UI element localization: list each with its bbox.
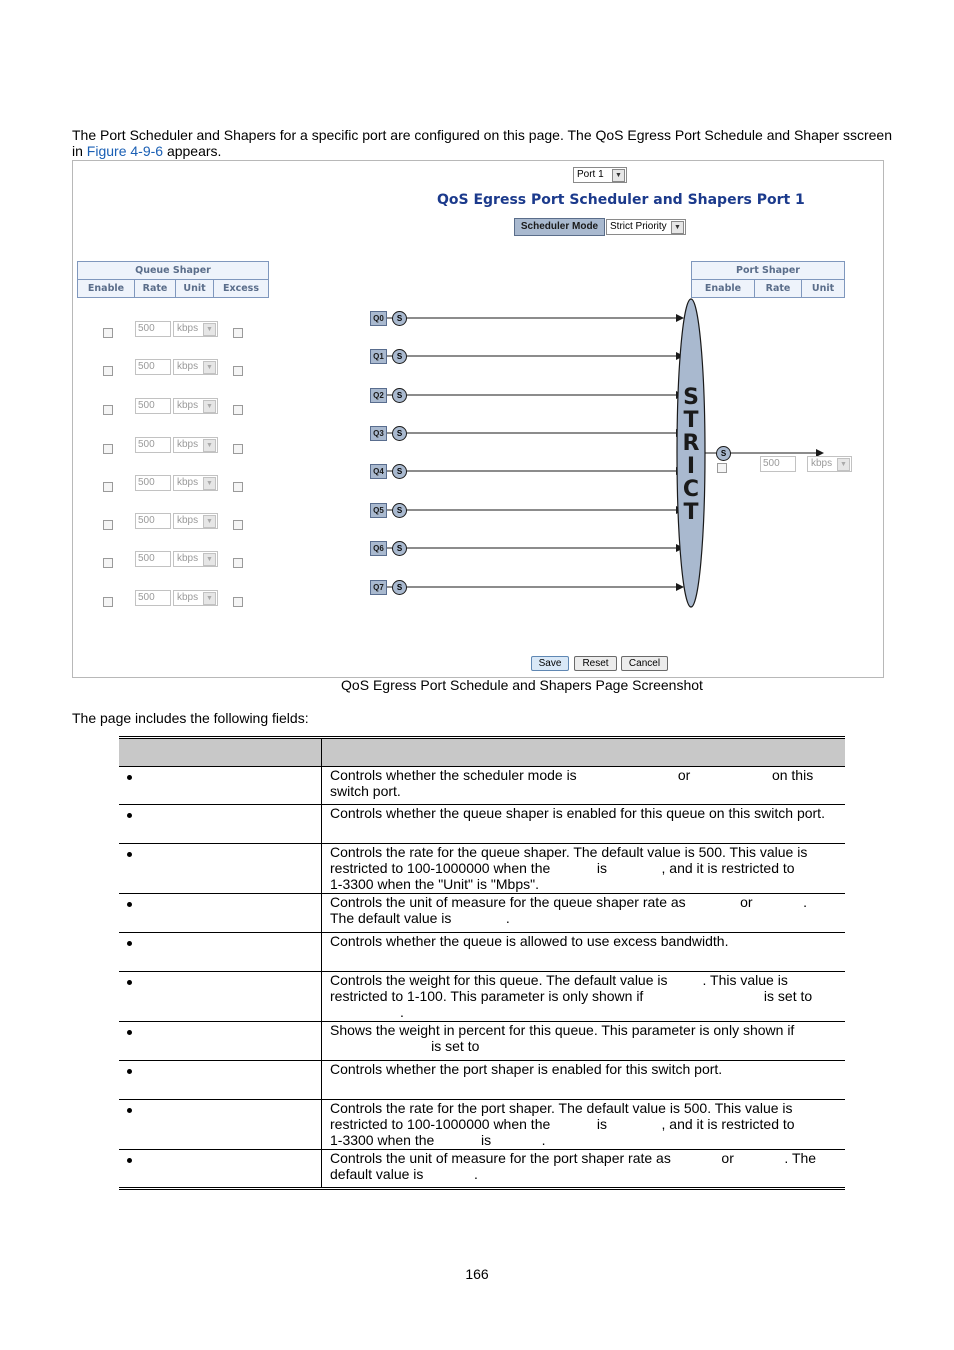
queue-shaper-unit-value: kbps [177,477,199,488]
bullet-icon [127,852,132,857]
queue-shaper-symbol: S [392,503,407,518]
table-header-row [119,738,845,767]
reset-button[interactable]: Reset [574,656,617,671]
queue-shaper-unit-value: kbps [177,361,199,372]
intro-paragraph [72,127,892,159]
chevron-down-icon: ▼ [203,400,216,413]
port-shaper-title: Port Shaper [692,262,845,280]
table-row [119,1150,845,1189]
chevron-down-icon: ▼ [837,458,850,471]
chevron-down-icon: ▼ [203,439,216,452]
fields-intro: The page includes the following fields: [72,710,309,726]
queue-label-q1: Q1 [370,349,387,364]
queue-arrows [386,318,683,587]
queue-shaper-symbol: S [392,311,407,326]
queue-label-q6: Q6 [370,541,387,556]
table-row [119,1022,845,1061]
queue-shaper-rate-input[interactable]: 500 [135,590,171,606]
bullet-icon [127,980,132,985]
description-line: Controls the rate for the queue shaper. The default value is 500. This value is [330,844,808,860]
bullet-icon [127,813,132,818]
description-line: default value is . [330,1166,478,1182]
table-row [119,894,845,933]
bullet-icon [127,1108,132,1113]
fields-table [119,736,845,1190]
queue-label-q7: Q7 [370,580,387,595]
description-line: Controls whether the queue shaper is enabled for this queue on this switch port. [330,805,825,821]
queue-shaper-rate-input[interactable]: 500 [135,551,171,567]
chevron-down-icon: ▼ [203,361,216,374]
port-shaper-unit-select[interactable] [807,456,852,472]
description-cell [322,1061,846,1100]
strict-letter: T [683,500,699,525]
queue-label-q5: Q5 [370,503,387,518]
description-line: 1-3300 when the "Unit" is "Mbps". [330,876,539,892]
description-line: Controls the unit of measure for the queue shaper rate as or . [330,894,808,910]
intro-text-end: appears. [163,143,222,159]
chevron-down-icon: ▼ [203,477,216,490]
object-cell [119,1022,322,1061]
description-line: restricted to 100-1000000 when the is , and it is restricted to [330,860,795,876]
queue-shaper-rate-input[interactable]: 500 [135,398,171,414]
queue-shaper-rate-input[interactable]: 500 [135,359,171,375]
queue-shaper-symbol: S [392,426,407,441]
bullet-icon [127,902,132,907]
queue-shaper-unit-value: kbps [177,323,199,334]
scheduler-mode-label: Scheduler Mode [514,218,605,236]
chevron-down-icon: ▼ [671,221,684,234]
chevron-down-icon: ▼ [203,592,216,605]
queue-shaper-symbol: S [392,388,407,403]
queue-shaper-symbol: S [392,541,407,556]
strict-letter: S [683,385,699,410]
intro-text: The Port Scheduler and Shapers for a specific port are configured on this page. The QoS Egress Port Schedule and Shaper sscreen in [72,127,892,159]
table-row [119,1061,845,1100]
queue-shaper-unit-value: kbps [177,515,199,526]
port-shaper-unit-value: kbps [811,458,833,469]
queue-label-q2: Q2 [370,388,387,403]
chevron-down-icon: ▼ [203,323,216,336]
description-line: . [330,1004,404,1020]
port-shaper-enable-checkbox[interactable] [717,463,727,473]
object-cell [119,1150,322,1189]
description-line: Controls the rate for the port shaper. The default value is 500. This value is [330,1100,793,1116]
col-unit: Unit [176,280,214,298]
col-rate: Rate [755,280,802,298]
strict-label [683,385,700,525]
table-row [119,767,845,805]
bullet-icon [127,1030,132,1035]
object-cell [119,767,322,805]
object-cell [119,1100,322,1150]
description-line: The default value is . [330,910,510,926]
chevron-down-icon: ▼ [612,169,625,182]
description-cell [322,1022,846,1061]
object-cell [119,844,322,894]
save-button[interactable]: Save [531,656,569,671]
queue-shaper-rate-input[interactable]: 500 [135,513,171,529]
col-enable: Enable [78,280,135,298]
description-cell [322,805,846,844]
queue-shaper-unit-value: kbps [177,553,199,564]
table-row [119,1100,845,1150]
queue-shaper-unit-value: kbps [177,400,199,411]
object-cell [119,972,322,1022]
queue-shaper-symbol: S [392,580,407,595]
col-rate: Rate [135,280,176,298]
description-line: 1-3300 when the is . [330,1132,546,1148]
queue-shaper-rate-input[interactable]: 500 [135,437,171,453]
description-cell [322,972,846,1022]
queue-shaper-unit-value: kbps [177,592,199,603]
port-shaper-symbol: S [716,446,731,461]
object-cell [119,1061,322,1100]
col-enable: Enable [692,280,755,298]
chevron-down-icon: ▼ [203,553,216,566]
fields-table-body [119,767,845,1189]
description-line: Controls the weight for this queue. The default value is . This value is [330,972,788,988]
port-select-value: Port 1 [577,169,604,180]
description-cell [322,844,846,894]
figure-caption: QoS Egress Port Schedule and Shapers Page Screenshot [341,677,703,693]
queue-shaper-unit-value: kbps [177,439,199,450]
queue-shaper-title: Queue Shaper [78,262,269,280]
strict-letter: I [686,454,696,479]
table-row [119,844,845,894]
description-line: Shows the weight in percent for this queue. This parameter is only shown if [330,1022,795,1038]
table-row [119,805,845,844]
col-unit: Unit [802,280,845,298]
port-shaper-rate-input[interactable]: 500 [760,456,796,472]
object-cell [119,894,322,933]
description-line: Controls the unit of measure for the port shaper rate as or . The [330,1150,817,1166]
queue-label-q4: Q4 [370,464,387,479]
scheduler-diagram [73,161,883,677]
col-excess: Excess [214,280,269,298]
bullet-icon [127,1158,132,1163]
page-title: QoS Egress Port Scheduler and Shapers Port 1 [437,192,805,208]
description-cell [322,894,846,933]
queue-shaper-rate-input[interactable]: 500 [135,475,171,491]
screenshot-frame [72,160,884,678]
bullet-icon [127,1069,132,1074]
description-line: Controls whether the scheduler mode is or on this [330,767,814,783]
description-cell [322,933,846,972]
description-line: Controls whether the port shaper is enabled for this switch port. [330,1061,723,1077]
description-cell [322,1150,846,1189]
description-line: restricted to 100-1000000 when the is , and it is restricted to [330,1116,795,1132]
header-cell-object [119,738,322,767]
description-line: restricted to 1-100. This parameter is only shown if is set to [330,988,813,1004]
queue-shaper-symbol: S [392,464,407,479]
page-number: 166 [465,1266,489,1282]
bullet-icon [127,941,132,946]
description-cell [322,1100,846,1150]
strict-letter: T [683,408,699,433]
queue-shaper-rate-input[interactable]: 500 [135,321,171,337]
object-cell [119,805,322,844]
queue-shaper-symbol: S [392,349,407,364]
table-row [119,972,845,1022]
description-cell [322,767,846,805]
table-row [119,933,845,972]
queue-label-q3: Q3 [370,426,387,441]
strict-letter: R [682,431,700,456]
description-line: is set to [330,1038,480,1054]
description-line: Controls whether the queue is allowed to use excess bandwidth. [330,933,729,949]
cancel-button[interactable]: Cancel [621,656,668,671]
description-line: switch port. [330,783,401,799]
header-cell-description [322,738,846,767]
bullet-icon [127,775,132,780]
figure-link[interactable]: Figure 4-9-6 [86,143,164,159]
strict-letter: C [682,477,700,502]
chevron-down-icon: ▼ [203,515,216,528]
scheduler-mode-value: Strict Priority [610,221,667,232]
queue-label-q0: Q0 [370,311,387,326]
object-cell [119,933,322,972]
